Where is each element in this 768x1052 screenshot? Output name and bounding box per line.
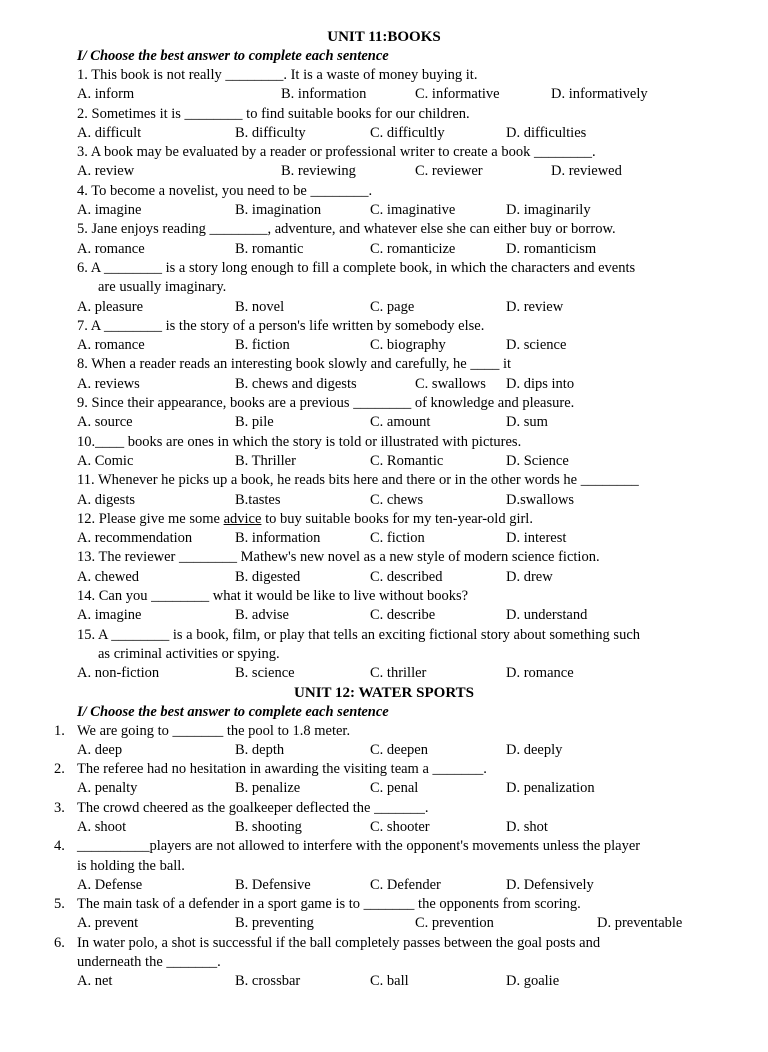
answer-option-d[interactable]: D. goalie xyxy=(506,973,560,990)
question-stem xyxy=(0,895,768,914)
question-text: 1. This book is not really ________. It is a waste of money buying it. xyxy=(77,67,478,83)
question-stem-continuation xyxy=(0,953,768,972)
answer-option-c[interactable]: C. difficultly xyxy=(370,124,445,141)
question-number: 2. xyxy=(54,761,65,778)
question-stem xyxy=(0,105,768,124)
answer-options-row xyxy=(0,876,768,895)
question-text: 7. A ________ is the story of a person's life written by somebody else. xyxy=(77,317,485,334)
answer-option-b[interactable]: B. depth xyxy=(235,741,285,758)
answer-option-d[interactable]: D. Defensively xyxy=(506,876,594,893)
answer-option-a[interactable]: A. Comic xyxy=(77,452,134,469)
answer-option-b[interactable]: B. imagination xyxy=(235,202,322,219)
answer-options-row xyxy=(0,491,768,510)
question-number: 5. xyxy=(54,896,65,913)
answer-option-b[interactable]: B. digested xyxy=(235,568,301,585)
question-stem xyxy=(0,722,768,741)
answer-option-a[interactable]: A. non-fiction xyxy=(77,665,160,682)
answer-options-row xyxy=(0,375,768,394)
answer-option-c[interactable]: C. swallows xyxy=(415,375,486,392)
question-text: __________players are not allowed to interfere with the opponent's movements unless the player xyxy=(77,838,641,855)
question-item xyxy=(0,799,768,838)
question-stem xyxy=(0,510,768,529)
question-text: 2. Sometimes it is ________ to find suitable books for our children. xyxy=(77,105,470,122)
question-item xyxy=(0,433,768,472)
question-text: is holding the ball. xyxy=(77,857,185,874)
answer-option-b[interactable]: B.tastes xyxy=(235,491,281,508)
answer-option-c[interactable]: C. penal xyxy=(370,780,419,797)
answer-option-c[interactable]: C. deepen xyxy=(370,741,428,758)
answer-options-row xyxy=(0,240,768,259)
question-text: 4. To become a novelist, you need to be ________. xyxy=(77,182,373,199)
question-stem xyxy=(0,66,768,85)
answer-option-b[interactable]: B. crossbar xyxy=(235,973,301,990)
answer-options-row xyxy=(0,914,768,933)
answer-options-row xyxy=(0,529,768,548)
answer-option-c[interactable]: C. ball xyxy=(370,973,409,990)
answer-options-row xyxy=(0,413,768,432)
answer-option-b[interactable]: B. preventing xyxy=(235,915,314,932)
answer-option-c[interactable]: C. fiction xyxy=(370,530,425,547)
question-text: The crowd cheered as the goalkeeper deflected the _______. xyxy=(77,799,429,816)
question-text: The referee had no hesitation in awarding the visiting team a _______. xyxy=(77,761,487,778)
answer-option-b[interactable]: B. information xyxy=(235,530,321,547)
answer-option-c[interactable]: C. informative xyxy=(415,86,500,103)
question-item xyxy=(0,471,768,510)
question-item xyxy=(0,259,768,317)
question-stem-continuation xyxy=(0,278,768,297)
question-stem xyxy=(0,433,768,452)
question-text: 10.____ books are ones in which the story is told or illustrated with pictures. xyxy=(77,433,522,450)
answer-option-a[interactable]: A. romance xyxy=(77,337,145,354)
question-stem xyxy=(0,837,768,856)
answer-option-c[interactable]: C. reviewer xyxy=(415,163,483,180)
answer-option-a[interactable]: A. deep xyxy=(77,741,123,758)
answer-option-c[interactable]: C. biography xyxy=(370,337,446,354)
question-item xyxy=(0,105,768,144)
answer-option-b[interactable]: B. difficulty xyxy=(235,124,306,141)
answer-options-row xyxy=(0,201,768,220)
question-text: 3. A book may be evaluated by a reader or professional writer to create a book ________. xyxy=(77,144,596,161)
question-item xyxy=(0,895,768,934)
answer-option-b[interactable]: B. Defensive xyxy=(235,876,311,893)
answer-option-d[interactable]: D. interest xyxy=(506,530,567,547)
answer-option-a[interactable]: A. recommendation xyxy=(77,530,193,547)
question-stem-continuation xyxy=(0,645,768,664)
question-text: 6. A ________ is a story long enough to fill a complete book, in which the characters and events xyxy=(77,259,636,276)
answer-option-a[interactable]: A. penalty xyxy=(77,780,138,797)
answer-options-row xyxy=(0,452,768,471)
question-text: 11. Whenever he picks up a book, he reads bits here and there or in the other words he ________ xyxy=(77,472,639,489)
answer-option-b[interactable]: B. chews and digests xyxy=(235,375,357,392)
question-item xyxy=(0,143,768,182)
answer-option-d[interactable]: D. penalization xyxy=(506,780,595,797)
question-stem xyxy=(0,934,768,953)
worksheet-page xyxy=(0,28,768,1052)
answer-option-a[interactable]: A. reviews xyxy=(77,375,140,392)
question-stem xyxy=(0,394,768,413)
answer-option-b[interactable]: B. Thriller xyxy=(235,452,296,469)
question-text: underneath the _______. xyxy=(77,954,221,971)
answer-options-row xyxy=(0,298,768,317)
answer-option-a[interactable]: A. prevent xyxy=(77,915,139,932)
question-text: are usually imaginary. xyxy=(98,279,227,296)
answer-option-d[interactable]: D. informatively xyxy=(551,86,648,103)
answer-option-c[interactable]: C. page xyxy=(370,298,415,315)
answer-option-a[interactable]: A. inform xyxy=(77,86,135,103)
answer-option-b[interactable]: B. penalize xyxy=(235,780,301,797)
question-stem xyxy=(0,760,768,779)
answer-option-a[interactable]: A. shoot xyxy=(77,818,127,835)
answer-options-row xyxy=(0,162,768,181)
answer-option-b[interactable]: B. fiction xyxy=(235,337,290,354)
answer-option-d[interactable]: D. deeply xyxy=(506,741,563,758)
answer-option-c[interactable]: C. thriller xyxy=(370,665,427,682)
unit-12-title: UNIT 12: WATER SPORTS xyxy=(294,684,474,701)
question-text: The main task of a defender in a sport game is to _______ the opponents from scoring. xyxy=(77,896,581,913)
question-stem xyxy=(0,317,768,336)
answer-option-c[interactable]: C. imaginative xyxy=(370,202,456,219)
question-number: 6. xyxy=(54,934,65,951)
answer-option-d[interactable]: D. romanticism xyxy=(506,240,597,257)
question-text: 5. Jane enjoys reading ________, adventure, and whatever else she can either buy or borrow. xyxy=(77,221,616,238)
answer-option-c[interactable]: C. Defender xyxy=(370,876,441,893)
question-text: 9. Since their appearance, books are a previous ________ of knowledge and pleasure. xyxy=(77,395,575,412)
question-item xyxy=(0,722,768,761)
question-item xyxy=(0,837,768,895)
answer-option-d[interactable]: D. imaginarily xyxy=(506,202,591,219)
unit-11-section-heading: I/ Choose the best answer to complete each sentence xyxy=(77,48,389,64)
question-stem xyxy=(0,355,768,374)
question-text: 14. Can you ________ what it would be like to live without books? xyxy=(77,588,469,605)
question-item xyxy=(0,394,768,433)
answer-option-a[interactable]: A. Defense xyxy=(77,876,143,893)
answer-options-row xyxy=(0,779,768,798)
question-item xyxy=(0,220,768,259)
unit-12-block xyxy=(0,684,768,992)
question-number: 4. xyxy=(54,838,65,855)
question-text: 13. The reviewer ________ Mathew's new novel as a new style of modern science fiction. xyxy=(77,549,600,566)
answer-option-d[interactable]: D. reviewed xyxy=(551,163,622,180)
answer-option-d[interactable]: D. Science xyxy=(506,452,569,469)
answer-option-d[interactable]: D. science xyxy=(506,337,567,354)
question-item xyxy=(0,182,768,221)
answer-options-row xyxy=(0,568,768,587)
answer-option-a[interactable]: A. pleasure xyxy=(77,298,144,315)
question-item xyxy=(0,548,768,587)
answer-option-b[interactable]: B. pile xyxy=(235,414,274,431)
question-item xyxy=(0,760,768,799)
answer-options-row xyxy=(0,972,768,991)
unit-12-section-heading: I/ Choose the best answer to complete each sentence xyxy=(77,703,389,720)
answer-option-c[interactable]: C. Romantic xyxy=(370,452,444,469)
question-number: 1. xyxy=(54,722,65,739)
question-item xyxy=(0,66,768,105)
question-item xyxy=(0,626,768,684)
answer-option-d[interactable]: D. sum xyxy=(506,414,548,431)
answer-option-b[interactable]: B. advise xyxy=(235,607,289,624)
answer-option-b[interactable]: B. information xyxy=(281,86,367,103)
question-stem xyxy=(0,587,768,606)
question-text: 12. Please give me some advice to buy suitable books for my ten-year-old girl. xyxy=(77,510,533,527)
answer-options-row xyxy=(0,85,768,104)
question-stem xyxy=(0,143,768,162)
answer-option-c[interactable]: C. amount xyxy=(370,414,431,431)
question-stem xyxy=(0,220,768,239)
answer-option-a[interactable]: A. net xyxy=(77,973,113,990)
answer-options-row xyxy=(0,741,768,760)
question-stem xyxy=(0,471,768,490)
answer-option-b[interactable]: B. science xyxy=(235,665,295,682)
answer-option-a[interactable]: A. imagine xyxy=(77,202,142,219)
answer-option-c[interactable]: C. romanticize xyxy=(370,240,456,257)
answer-option-b[interactable]: B. reviewing xyxy=(281,163,356,180)
answer-option-c[interactable]: C. describe xyxy=(370,607,436,624)
answer-option-c[interactable]: C. described xyxy=(370,568,443,585)
answer-option-c[interactable]: C. chews xyxy=(370,491,424,508)
question-item xyxy=(0,510,768,549)
answer-option-d[interactable]: D. preventable xyxy=(597,915,683,932)
answer-options-row xyxy=(0,664,768,683)
answer-option-b[interactable]: B. novel xyxy=(235,298,285,315)
answer-option-a[interactable]: A. romance xyxy=(77,240,145,257)
question-stem xyxy=(0,259,768,278)
question-text: In water polo, a shot is successful if the ball completely passes between the goal posts and xyxy=(77,934,601,951)
question-item xyxy=(0,587,768,626)
answer-option-a[interactable]: A. imagine xyxy=(77,607,142,624)
answer-option-c[interactable]: C. shooter xyxy=(370,818,430,835)
answer-options-row xyxy=(0,818,768,837)
question-text: 8. When a reader reads an interesting book slowly and carefully, he ____ it xyxy=(77,356,512,373)
question-item xyxy=(0,934,768,992)
answer-option-b[interactable]: B. shooting xyxy=(235,818,302,835)
question-text: We are going to _______ the pool to 1.8 meter. xyxy=(77,722,351,739)
question-item xyxy=(0,317,768,356)
unit-11-block xyxy=(0,28,768,684)
question-text: 15. A ________ is a book, film, or play that tells an exciting fictional story about something such xyxy=(77,626,641,643)
question-stem xyxy=(0,182,768,201)
answer-option-d[interactable]: D. romance xyxy=(506,665,574,682)
answer-options-row xyxy=(0,336,768,355)
answer-option-a[interactable]: A. digests xyxy=(77,491,135,508)
question-stem-continuation xyxy=(0,857,768,876)
answer-option-d[interactable]: D. review xyxy=(506,298,564,315)
question-stem xyxy=(0,548,768,567)
unit-11-title: UNIT 11:BOOKS xyxy=(327,29,441,45)
answer-options-row xyxy=(0,606,768,625)
question-item xyxy=(0,355,768,394)
answer-option-d[interactable]: D. understand xyxy=(506,607,588,624)
answer-option-c[interactable]: C. prevention xyxy=(415,915,494,932)
answer-option-d[interactable]: D. dips into xyxy=(506,375,575,392)
answer-option-d[interactable]: D. difficulties xyxy=(506,124,587,141)
question-stem xyxy=(0,799,768,818)
answer-option-d[interactable]: D.swallows xyxy=(506,491,575,508)
answer-options-row xyxy=(0,124,768,143)
answer-option-a[interactable]: A. difficult xyxy=(77,124,142,141)
answer-option-b[interactable]: B. romantic xyxy=(235,240,304,257)
answer-option-a[interactable]: A. review xyxy=(77,163,135,180)
question-stem xyxy=(0,626,768,645)
answer-option-a[interactable]: A. chewed xyxy=(77,568,140,585)
question-text: as criminal activities or spying. xyxy=(98,645,280,662)
answer-option-d[interactable]: D. shot xyxy=(506,818,548,835)
answer-option-a[interactable]: A. source xyxy=(77,414,133,431)
answer-option-d[interactable]: D. drew xyxy=(506,568,553,585)
unit-11-question-list xyxy=(0,66,768,684)
unit-12-question-list xyxy=(0,722,768,992)
question-number: 3. xyxy=(54,799,65,816)
